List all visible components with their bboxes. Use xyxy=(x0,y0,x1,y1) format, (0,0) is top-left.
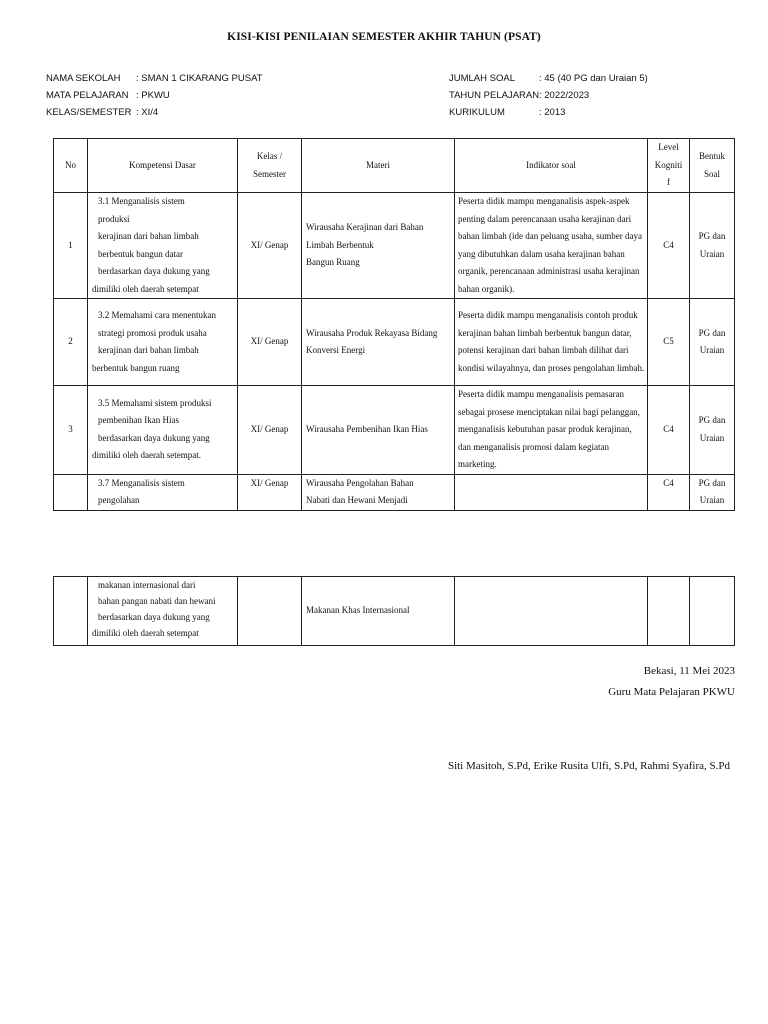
cell-bentuk xyxy=(690,474,735,510)
kd-line: 3.5 Memahami sistem produksi xyxy=(98,397,212,408)
table-row xyxy=(54,386,735,475)
meta-row-subject xyxy=(46,87,263,104)
cell-indikator: Peserta didik mampu menganalisis contoh produk kerajinan bahan limbah berbentuk bangun datar, potensi kerajinan dari bahan limbah dilihat dari kondisi wilayahnya, dan proses pengolahan limbah. xyxy=(455,299,648,386)
bentuk-line: Uraian xyxy=(699,345,725,355)
bentuk-line: Uraian xyxy=(699,248,725,259)
cell-level: C4 xyxy=(648,474,690,510)
meta-value: : 45 (40 PG dan Uraian 5) xyxy=(539,73,648,84)
meta-value: : 2013 xyxy=(539,107,566,118)
document-title: KISI-KISI PENILAIAN SEMESTER AKHIR TAHUN (PSAT) xyxy=(227,31,541,43)
cell-materi xyxy=(302,193,455,299)
materi-line: Bangun Ruang xyxy=(306,257,360,268)
meta-row-school xyxy=(46,70,263,87)
kd-line: dimiliki oleh daerah setempat xyxy=(92,283,199,294)
cell-indikator: Peserta didik mampu menganalisis pemasaran sebagai prosese menciptakan nilai bagi pelanggan, menganalisis kebutuhan pasar produk kerajinan, dan menganalisis promosi dalam kegiatan marketing. xyxy=(455,386,648,475)
header-bentuk-soal xyxy=(690,139,735,193)
cell-level: C4 xyxy=(648,386,690,475)
materi-line: Limbah Berbentuk xyxy=(306,239,374,250)
cell-bentuk xyxy=(690,386,735,475)
header-level-kognitif xyxy=(648,139,690,193)
cell-level xyxy=(648,577,690,646)
cell-materi xyxy=(302,299,455,386)
kd-line: berdasarkan daya dukung yang xyxy=(98,612,210,622)
cell-level: C5 xyxy=(648,299,690,386)
header-kompetensi-dasar: Kompetensi Dasar xyxy=(88,139,238,193)
kd-line: berbentuk bangun datar xyxy=(98,248,183,259)
bentuk-line: PG dan xyxy=(698,477,726,488)
kd-line: berdasarkan daya dukung yang xyxy=(98,266,210,276)
meta-row-school-year xyxy=(449,87,648,104)
header-indikator: Indikator soal xyxy=(455,139,648,193)
header-materi: Materi xyxy=(302,139,455,193)
cell-indikator xyxy=(455,474,648,510)
cell-kelas: XI/ Genap xyxy=(238,474,302,510)
cell-kompetensi-dasar xyxy=(88,577,238,646)
kd-line: strategi promosi produk usaha xyxy=(98,327,207,338)
cell-kompetensi-dasar xyxy=(88,299,238,386)
header-text: Bentuk xyxy=(699,151,725,161)
cell-no xyxy=(54,474,88,510)
place-date: Bekasi, 11 Mei 2023 xyxy=(643,665,735,677)
cell-bentuk xyxy=(690,193,735,299)
table-row xyxy=(54,474,735,510)
table-row xyxy=(54,299,735,386)
cell-kompetensi-dasar xyxy=(88,193,238,299)
kd-line: 3.1 Menganalisis sistem xyxy=(98,196,185,206)
kd-line: berdasarkan daya dukung yang xyxy=(98,432,210,443)
cell-kompetensi-dasar xyxy=(88,386,238,475)
header-text: Soal xyxy=(703,168,720,179)
cell-bentuk xyxy=(690,299,735,386)
header-kelas-semester xyxy=(238,139,302,193)
kd-line: produksi xyxy=(98,213,130,224)
table-row xyxy=(54,577,735,646)
meta-label: MATA PELAJARAN xyxy=(46,90,129,101)
bentuk-line: Uraian xyxy=(699,432,725,443)
signature-block xyxy=(608,661,735,703)
cell-materi: Makanan Khas Internasional xyxy=(302,577,455,646)
materi-line: Nabati dan Hewani Menjadi xyxy=(306,495,408,505)
cell-no xyxy=(54,577,88,646)
cell-indikator xyxy=(455,577,648,646)
table-row xyxy=(54,193,735,299)
school-info-right xyxy=(449,70,648,121)
kd-line: bahan pangan nabati dan hewani xyxy=(98,596,216,606)
header-text: Semester xyxy=(253,168,286,179)
header-text: Kelas / xyxy=(256,151,283,161)
kd-line: kerajinan dari bahan limbah xyxy=(98,231,199,241)
meta-row-class xyxy=(46,104,263,121)
cell-kompetensi-dasar xyxy=(88,474,238,510)
meta-label: KURIKULUM xyxy=(449,107,505,118)
cell-no: 2 xyxy=(54,299,88,386)
materi-line: Wirausaha Pengolahan Bahan xyxy=(306,477,414,488)
cell-level: C4 xyxy=(648,193,690,299)
meta-row-question-count xyxy=(449,70,648,87)
table-header-row xyxy=(54,139,735,193)
materi-line: Wirausaha Produk Rekayasa Bidang xyxy=(306,327,438,338)
kd-line: dimiliki oleh daerah setempat. xyxy=(92,450,201,461)
meta-label: KELAS/SEMESTER xyxy=(46,107,132,118)
cell-materi xyxy=(302,474,455,510)
cell-materi xyxy=(302,386,455,475)
materi-line: Wirausaha Pembenihan Ikan Hias xyxy=(306,424,428,434)
school-info-left xyxy=(46,70,263,121)
kd-line: dimiliki oleh daerah setempat xyxy=(92,628,199,638)
meta-value: : XI/4 xyxy=(136,107,159,118)
bentuk-line: PG dan xyxy=(698,415,726,426)
meta-label: NAMA SEKOLAH xyxy=(46,73,121,84)
cell-kelas xyxy=(238,577,302,646)
meta-label: TAHUN PELAJARAN xyxy=(449,90,540,101)
signer-role: Guru Mata Pelajaran PKWU xyxy=(608,686,735,698)
cell-kelas: XI/ Genap xyxy=(238,386,302,475)
bentuk-line: PG dan xyxy=(698,327,726,338)
kd-line: pembenihan Ikan Hias xyxy=(98,415,179,426)
kd-line: kerajinan dari bahan limbah xyxy=(98,345,199,355)
header-text: f xyxy=(667,177,670,188)
cell-indikator: Peserta didik mampu menganalisis aspek-aspek penting dalam perencanaan usaha kerajinan dari bahan limbah (ide dan peluang usaha, sumber daya yang dibutuhkan dalam usaha kerajinan bahan organik, perencanaan administrasi usaha kerajinan bahan organik). xyxy=(455,193,648,299)
grid-table-continuation xyxy=(53,576,735,646)
cell-kelas: XI/ Genap xyxy=(238,193,302,299)
cell-bentuk xyxy=(690,577,735,646)
kd-line: pengolahan xyxy=(98,495,140,505)
signer-names: Siti Masitoh, S.Pd, Erike Rusita Ulfi, S.Pd, Rahmi Syafira, S.Pd xyxy=(447,760,730,772)
kd-line: makanan internasional dari xyxy=(98,580,196,590)
header-no: No xyxy=(54,139,88,193)
meta-value: : PKWU xyxy=(136,90,170,101)
bentuk-line: Uraian xyxy=(699,495,725,505)
bentuk-line: PG dan xyxy=(698,231,726,241)
header-text: Kogniti xyxy=(654,159,683,170)
grid-table xyxy=(53,138,735,511)
cell-kelas: XI/ Genap xyxy=(238,299,302,386)
materi-line: Wirausaha Kerajinan dari Bahan xyxy=(306,222,424,233)
cell-no: 3 xyxy=(54,386,88,475)
kd-line: 3.2 Memahami cara menentukan xyxy=(98,310,216,320)
meta-value: : SMAN 1 CIKARANG PUSAT xyxy=(136,73,263,84)
kd-line: berbentuk bangun ruang xyxy=(92,362,180,373)
meta-row-curriculum xyxy=(449,104,648,121)
cell-no: 1 xyxy=(54,193,88,299)
meta-label: JUMLAH SOAL xyxy=(449,73,515,84)
meta-value: : 2022/2023 xyxy=(539,90,590,101)
kd-line: 3.7 Menganalisis sistem xyxy=(98,477,185,488)
materi-line: Konversi Energi xyxy=(306,345,366,355)
header-text: Level xyxy=(658,142,679,153)
